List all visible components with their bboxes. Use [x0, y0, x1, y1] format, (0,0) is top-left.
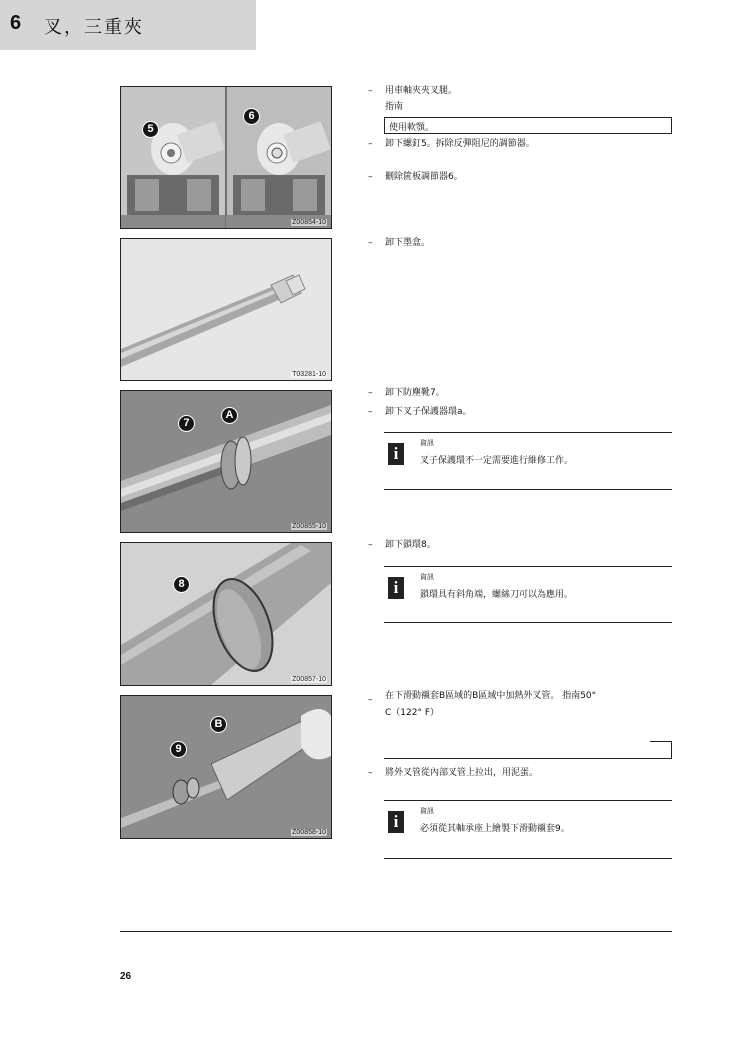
callout-9: 9 [170, 741, 187, 758]
guide-box-text: 使用軟顎。 [389, 123, 435, 133]
chapter-header [0, 0, 256, 50]
chapter-title: 叉，三重夾 [44, 17, 144, 38]
figure-code: Z00854-10 [292, 219, 326, 226]
step-dash: – [368, 139, 373, 149]
figure-t03281 [120, 238, 332, 381]
step-dash: – [368, 238, 373, 248]
callout-a: A [221, 407, 238, 424]
info-text: 鎖環具有斜角端，螺絲刀可以為應用。 [420, 590, 574, 600]
info-note [384, 566, 672, 623]
figure-code: Z00855-10 [292, 523, 326, 530]
callout-8: 8 [173, 576, 190, 593]
info-label: 資訊 [420, 573, 434, 581]
step-text: 卸下叉子保護器環a。 [385, 407, 472, 417]
step-text: 刪除篋板調節器6。 [385, 172, 463, 182]
step-heat-temperature: C（122° F） [385, 708, 440, 718]
step-dash: – [368, 172, 373, 182]
chapter-number: 6 [10, 12, 22, 34]
info-text: 必須從其軸承座上繪製下滑動襯套9。 [420, 824, 570, 834]
info-icon: i [388, 443, 404, 465]
step-text: 卸下墨盒。 [385, 238, 431, 248]
page-number: 26 [120, 971, 132, 982]
step-dash: – [368, 540, 373, 550]
step-text: 卸下螺釘5。拆除反彈阻尼的調節器。 [385, 139, 535, 149]
step-text: 在下滑動襯套B區域的B區域中加熱外叉管。 指南50° [385, 691, 597, 701]
figure-code: T03281-10 [292, 371, 326, 378]
callout-5: 5 [142, 121, 159, 138]
footer-rule [120, 931, 672, 932]
info-note [384, 432, 672, 490]
figure-outer-tube-image [121, 696, 331, 838]
callout-7: 7 [178, 415, 195, 432]
step-dash: – [368, 695, 373, 705]
step-dash: – [368, 388, 373, 398]
spec-box-edge [650, 741, 672, 758]
callout-b: B [210, 716, 227, 733]
info-icon: i [388, 811, 404, 833]
info-label: 資訊 [420, 439, 434, 447]
figure-z00857 [120, 542, 332, 686]
info-icon: i [388, 577, 404, 599]
step-text: 卸下鎖環8。 [385, 540, 436, 550]
step-text: 卸下防塵靴7。 [385, 388, 445, 398]
figure-z00854 [120, 86, 332, 229]
figure-cartridge-image [121, 239, 331, 380]
spec-line [384, 758, 672, 759]
figure-z00858 [120, 695, 332, 839]
figure-z00855 [120, 390, 332, 533]
info-text: 叉子保護環不一定需要進行維修工作。 [420, 456, 574, 466]
step-dash: – [368, 86, 373, 96]
figure-code: Z00857-10 [292, 676, 326, 683]
guide-box [384, 117, 672, 134]
step-text: 將外叉管從內部叉管上拉出，用泥蛋。 [385, 768, 539, 778]
guide-label: 指南 [385, 102, 404, 112]
info-label: 資訊 [420, 807, 434, 815]
figure-code: Z00858-10 [292, 829, 326, 836]
figure-lock-ring-image [121, 543, 331, 685]
callout-6: 6 [243, 108, 260, 125]
step-dash: – [368, 407, 373, 417]
info-note [384, 800, 672, 859]
figure-fork-clamp-image [121, 87, 331, 228]
step-dash: – [368, 768, 373, 778]
step-text: 用車軸夾夾叉腿。 [385, 86, 458, 96]
